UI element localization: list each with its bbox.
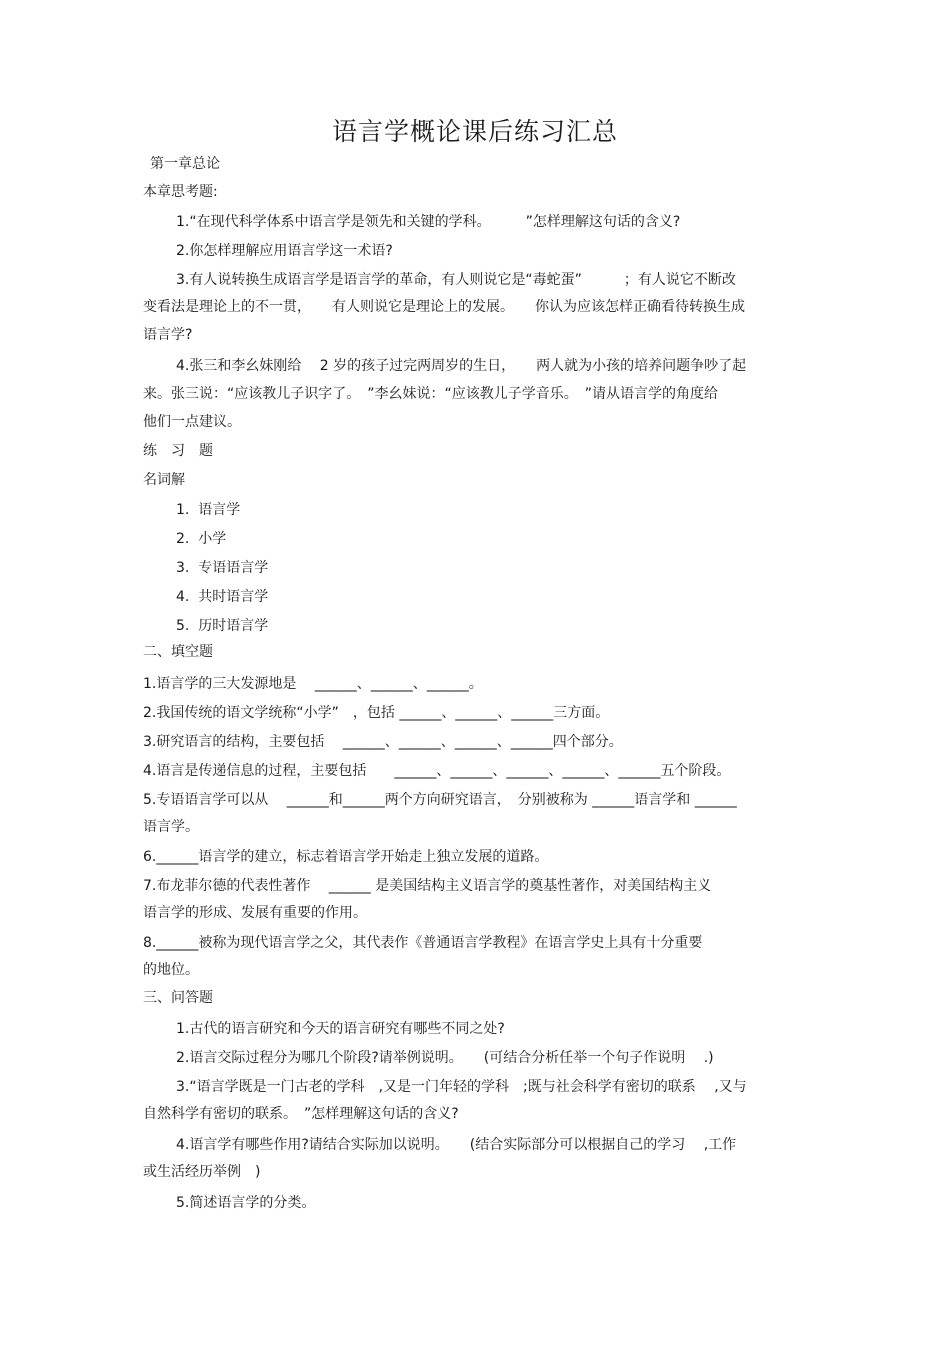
qa-question-1: 1.古代的语言研究和今天的语言研究有哪些不同之处?: [176, 1021, 505, 1037]
thinking-question-4-line1: 4.张三和李幺妹刚给 2 岁的孩子过完两周岁的生日， 两人就为小孩的培养问题争吵了起: [176, 358, 747, 374]
document-title: 语言学概论课后练习汇总: [331, 117, 618, 146]
term-item-1: 1. 语言学: [176, 502, 241, 518]
fill-blank-5-line1: 5.专语语言学可以从 ______和______两个方向研究语言， 分别被称为 ______语言学和 ______: [143, 792, 737, 808]
qa-question-3-line2: 自然科学有密切的联系。 ”怎样理解这句话的含义?: [143, 1106, 459, 1122]
section-heading-thinking: 本章思考题:: [143, 184, 218, 200]
thinking-question-2: 2.你怎样理解应用语言学这一术语?: [176, 243, 393, 259]
fill-blank-6: 6.______语言学的建立，标志着语言学开始走上独立发展的道路。: [143, 849, 549, 865]
qa-question-3-line1: 3.“语言学既是一门古老的学科 ,又是一门年轻的学科 ;既与社会科学有密切的联系 ,又与: [176, 1079, 747, 1095]
term-item-2: 2. 小学: [176, 531, 227, 547]
qa-question-5: 5.简述语言学的分类。: [176, 1195, 316, 1211]
section-heading-terms: 名词解: [143, 472, 185, 488]
fill-blank-1: 1.语言学的三大发源地是 ______、______、______。: [143, 676, 483, 692]
section-heading-exercises: 练 习 题: [143, 443, 213, 459]
fill-blank-7-line1: 7.布龙菲尔德的代表性著作 ______ 是美国结构主义语言学的奠基性著作，对美国结构主义: [143, 878, 712, 894]
thinking-question-1: 1.“在现代科学体系中语言学是领先和关键的学科。 ”怎样理解这句话的含义?: [176, 214, 681, 230]
thinking-question-4-line3: 他们一点建议。: [143, 414, 241, 430]
term-item-5: 5. 历时语言学: [176, 618, 269, 634]
fill-blank-4: 4.语言是传递信息的过程，主要包括 ______、______、______、______、______五个阶段。: [143, 763, 731, 779]
thinking-question-3-line3: 语言学?: [143, 327, 193, 343]
fill-blank-7-line2: 语言学的形成、发展有重要的作用。: [143, 905, 367, 921]
thinking-question-3-line1: 3.有人说转换生成语言学是语言学的革命，有人则说它是“毒蛇蛋” ；有人说它不断改: [176, 272, 736, 288]
fill-blank-5-line2: 语言学。: [143, 819, 199, 835]
term-item-4: 4. 共时语言学: [176, 589, 269, 605]
fill-blank-3: 3.研究语言的结构，主要包括 ______、______、______、______四个部分。: [143, 734, 623, 750]
fill-blank-8-line2: 的地位。: [143, 962, 199, 978]
fill-blank-2: 2.我国传统的语文学统称“小学” ，包括 ______、______、______三方面。: [143, 705, 610, 721]
thinking-question-3-line2: 变看法是理论上的不一贯， 有人则说它是理论上的发展。 你认为应该怎样正确看待转换生成: [143, 299, 745, 315]
section-heading-fill-blank: 二、填空题: [143, 644, 213, 660]
fill-blank-8-line1: 8.______被称为现代语言学之父，其代表作《普通语言学教程》在语言学史上具有十分重要: [143, 935, 703, 951]
qa-question-4-line2: 或生活经历举例 ): [143, 1164, 261, 1180]
section-heading-qa: 三、问答题: [143, 990, 213, 1006]
qa-question-2: 2.语言交际过程分为哪几个阶段?请举例说明。 (可结合分析任举一个句子作说明 .): [176, 1050, 714, 1066]
term-item-3: 3. 专语语言学: [176, 560, 269, 576]
qa-question-4-line1: 4.语言学有哪些作用?请结合实际加以说明。 (结合实际部分可以根据自己的学习 ,工作: [176, 1137, 737, 1153]
thinking-question-4-line2: 来。张三说：“应该教儿子识字了。 ”李幺妹说：“应该教儿子学音乐。 ”请从语言学的角度给: [143, 386, 719, 402]
chapter-heading: 第一章总论: [150, 156, 220, 172]
